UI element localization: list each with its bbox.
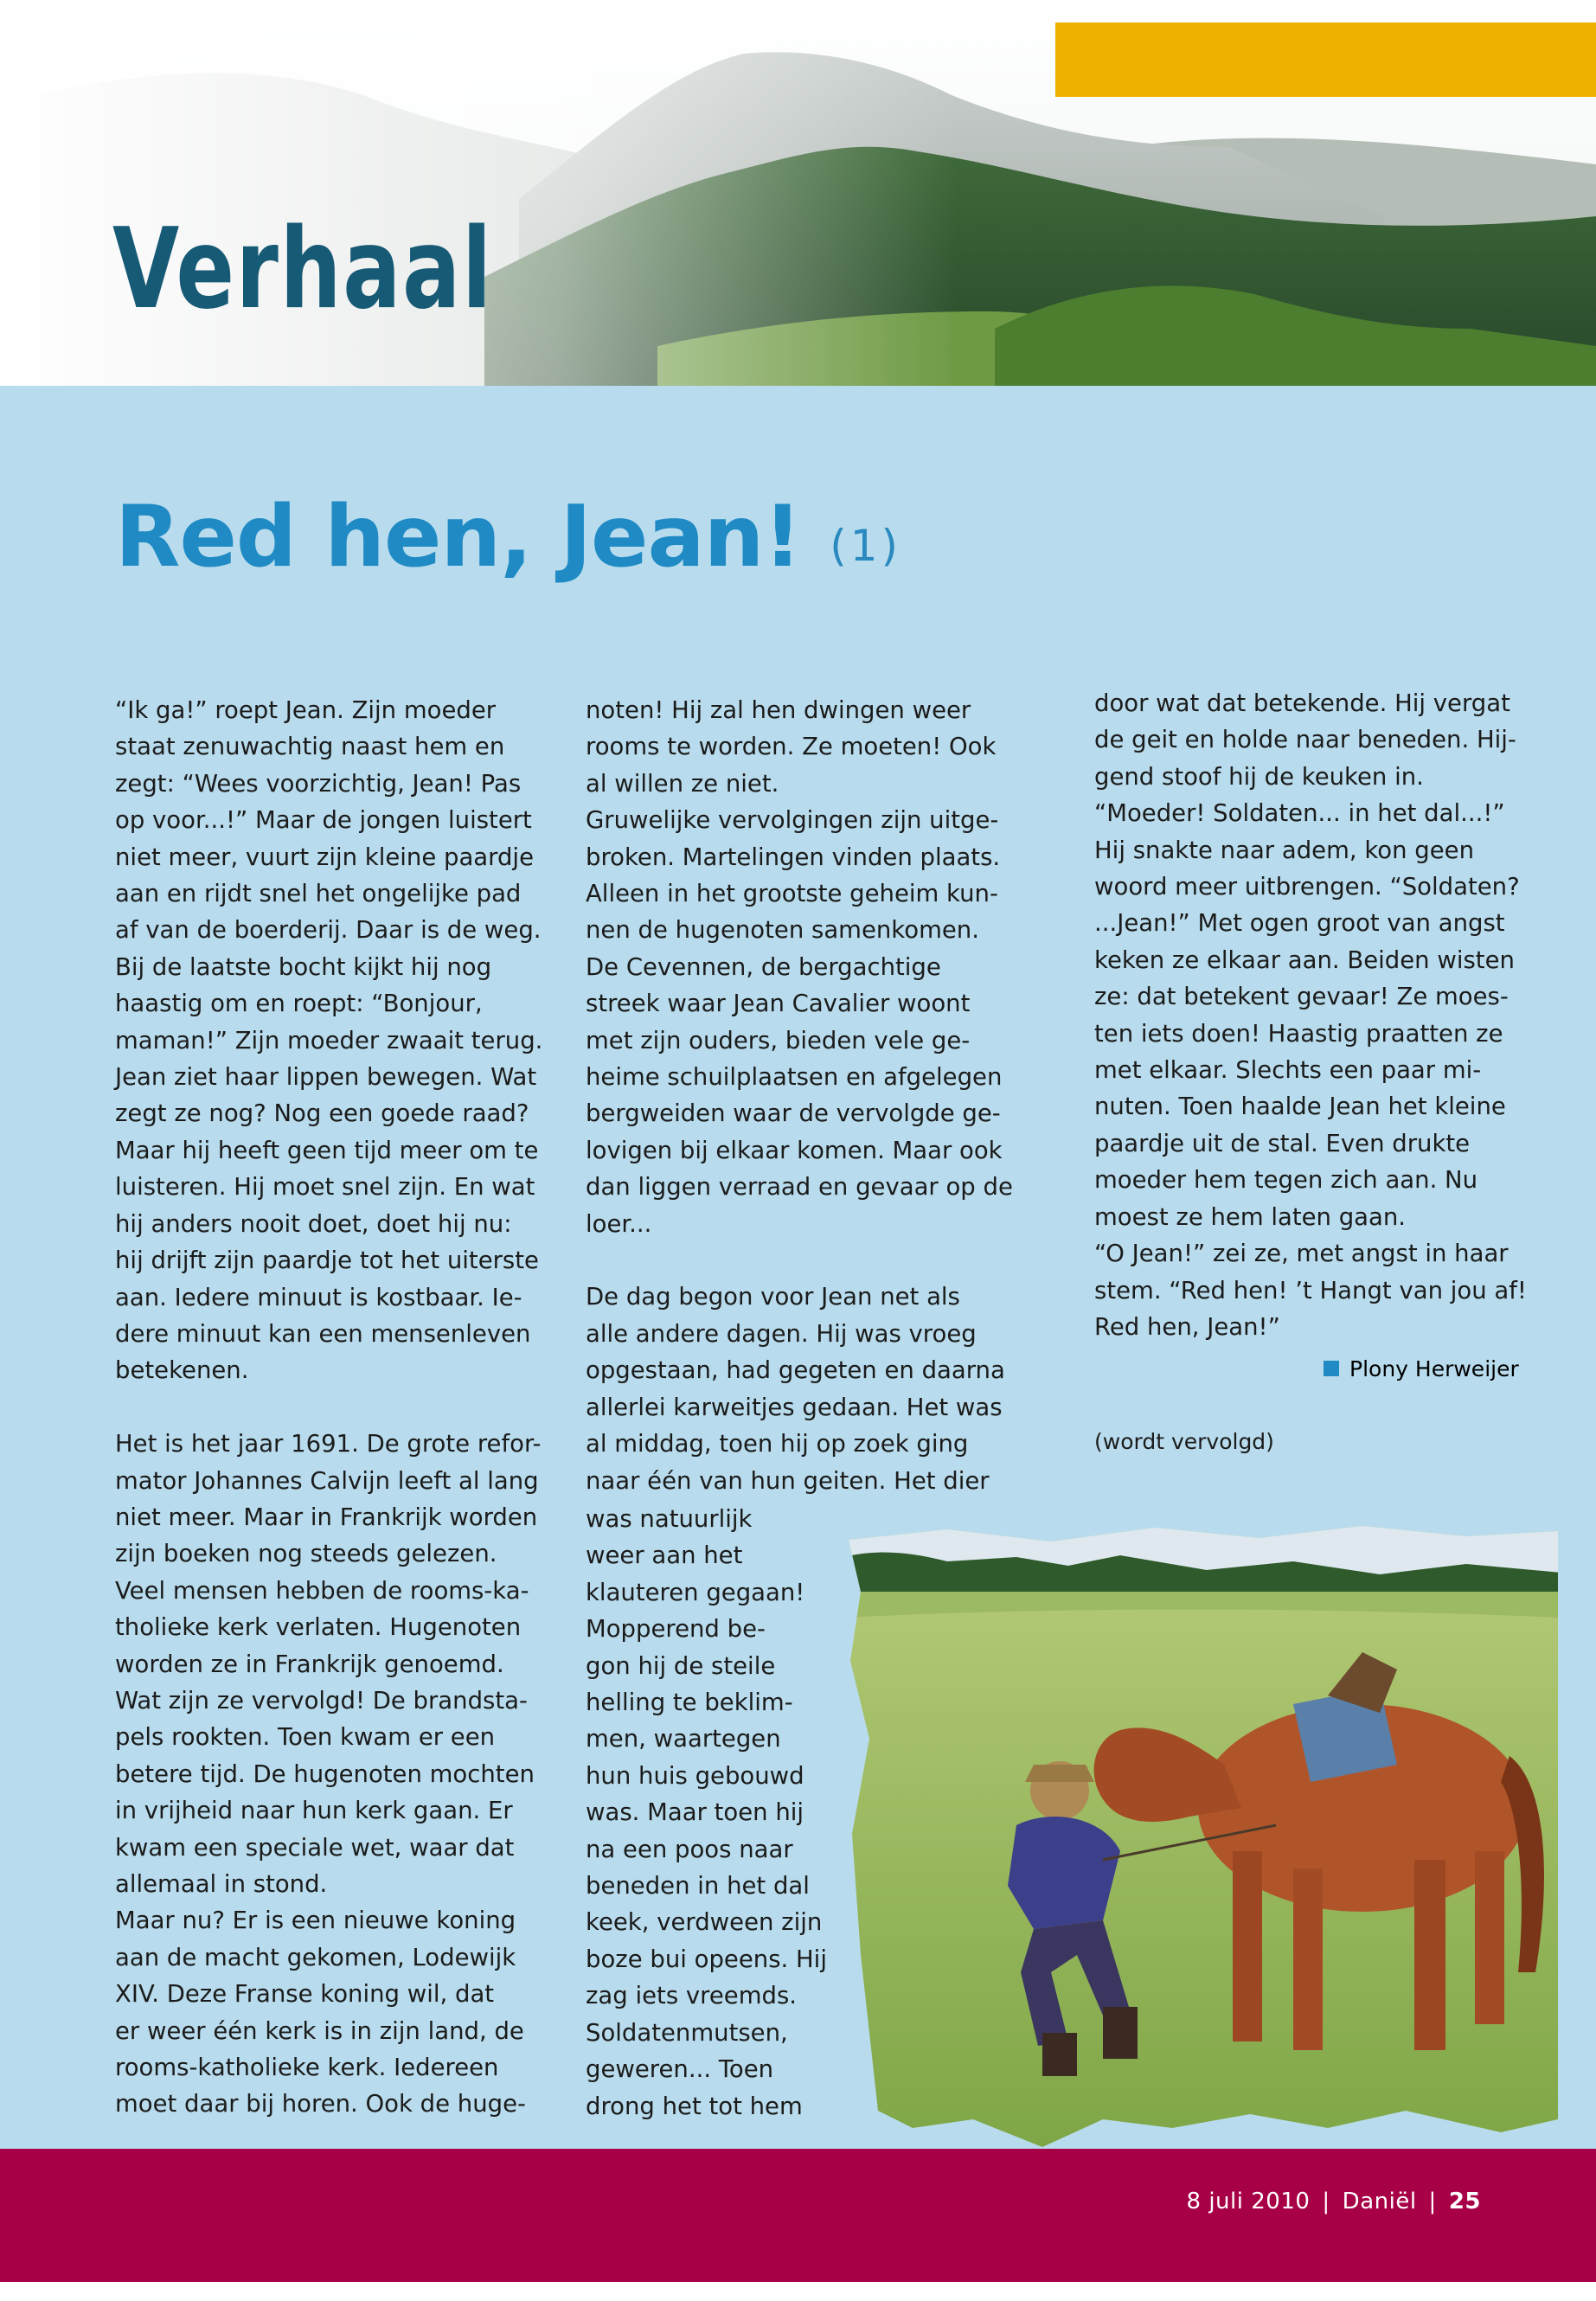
column-2-narrow-paragraph: was natuurlijk weer aan het klauteren gegaan! Mopperend be- gon hij de steile helling te beklim- men, waartegen hun huis gebouwd was. Maar toen hij na een poos naar beneden in het dal keek, verdween zijn boze bui opeens. Hij zag iets vreemds. Soldatenmutsen, geweren... Toen drong het tot hem xyxy=(586,1505,827,2120)
article-title-text: Red hen, Jean! xyxy=(115,488,802,586)
article-part-number: (1) xyxy=(830,521,902,571)
column-3 xyxy=(1094,685,1553,1345)
footer-separator: | xyxy=(1428,2189,1437,2214)
author-name: Plony Herweijer xyxy=(1349,1356,1519,1381)
column-2-paragraph: noten! Hij zal hen dwingen weer rooms te worden. Ze moeten! Ook al willen ze niet. Gruwelijke vervolgingen zijn uitge- broken. Martelingen vinden plaats. Alleen in het grootste geheim kun- nen de hugenoten samenkomen. De Cevennen, de bergachtige streek waar Jean Cavalier woont met zijn ouders, bieden vele ge- heime schuilplaatsen en afgelegen bergweiden waar de vervolgde ge- lovigen bij elkaar komen. Maar ook dan liggen verraad en gevaar op de loer... xyxy=(586,696,1013,1238)
footer-bar xyxy=(0,2149,1596,2282)
bottom-margin xyxy=(0,2282,1596,2301)
column-1-paragraph: “Ik ga!” roept Jean. Zijn moeder staat zenuwachtig naast hem en zegt: “Wees voorzichtig, Jean! Pas op voor...!” Maar de jongen luistert niet meer, vuurt zijn kleine paardje aan en rijdt snel het ongelijke pad af van de boerderij. Daar is de weg. Bij de laatste bocht kijkt hij nog haastig om en roept: “Bonjour, maman!” Zijn moeder zwaait terug. Jean ziet haar lippen bewegen. Wat zegt ze nog? Nog een goede raad? Maar hij heeft geen tijd meer om te luisteren. Hij moet snel zijn. En wat hij anders nooit doet, doet hij nu: hij drijft zijn paardje tot het uiterste aan. Iedere minuut is kostbaar. Ie- dere minuut kan een mensenleven betekenen. xyxy=(115,696,543,1385)
issue-date: 8 juli 2010 xyxy=(1186,2189,1311,2214)
footer-separator: | xyxy=(1322,2189,1330,2214)
article-title xyxy=(115,488,902,586)
column-2 xyxy=(586,692,1031,1499)
column-1 xyxy=(115,692,565,2123)
column-3-paragraph: door wat dat betekende. Hij vergat de geit en holde naar beneden. Hij- gend stoof hij de keuken in. “Moeder! Soldaten... in het dal...!” Hij snakte naar adem, kon geen woord meer uitbrengen. “Soldaten? ...Jean!” Met ogen groot van angst keken ze elkaar aan. Beiden wisten ze: dat betekent gevaar! Ze moes- ten iets doen! Haastig praatten ze met elkaar. Slechts een paar mi- nuten. Toen haalde Jean het kleine paardje uit de stal. Even drukte moeder hem tegen zich aan. Nu moest ze hem laten gaan. “O Jean!” zei ze, met angst in haar stem. “Red hen! ’t Hangt van jou af! Red hen, Jean!” xyxy=(1094,689,1527,1341)
accent-bar xyxy=(1055,22,1596,97)
footer-info xyxy=(1187,2189,1481,2214)
header-banner xyxy=(0,0,1596,386)
magazine-name: Daniël xyxy=(1342,2189,1417,2214)
square-bullet-icon xyxy=(1324,1361,1339,1376)
boy-with-horse-photo xyxy=(843,1522,1561,2150)
to-be-continued-note: (wordt vervolgd) xyxy=(1094,1429,1274,1454)
page-number: 25 xyxy=(1448,2189,1481,2214)
author-credit xyxy=(1324,1358,1519,1380)
section-label: Verhaal xyxy=(112,205,493,334)
column-1-paragraph: Het is het jaar 1691. De grote refor- mator Johannes Calvijn leeft al lang niet meer. Maar in Frankrijk worden zijn boeken nog steeds gelezen. Veel mensen hebben de rooms-ka- tholieke kerk verlaten. Hugenoten worden ze in Frankrijk genoemd. Wat zijn ze vervolgd! De brandsta- pels rookten. Toen kwam er een betere tijd. De hugenoten mochten in vrijheid naar hun kerk gaan. Er kwam een speciale wet, waar dat allemaal in stond. Maar nu? Er is een nieuwe koning aan de macht gekomen, Lodewijk XIV. Deze Franse koning wil, dat er weer één kerk is in zijn land, de rooms-katholieke kerk. Iedereen moet daar bij horen. Ook de huge- xyxy=(115,1430,542,2118)
column-2-paragraph: De dag begon voor Jean net als alle andere dagen. Hij was vroeg opgestaan, had gegeten en daarna allerlei karweitjes gedaan. Het was al middag, toen hij op zoek ging naar één van hun geiten. Het dier xyxy=(586,1283,1005,1495)
column-2-narrow xyxy=(586,1501,845,2125)
